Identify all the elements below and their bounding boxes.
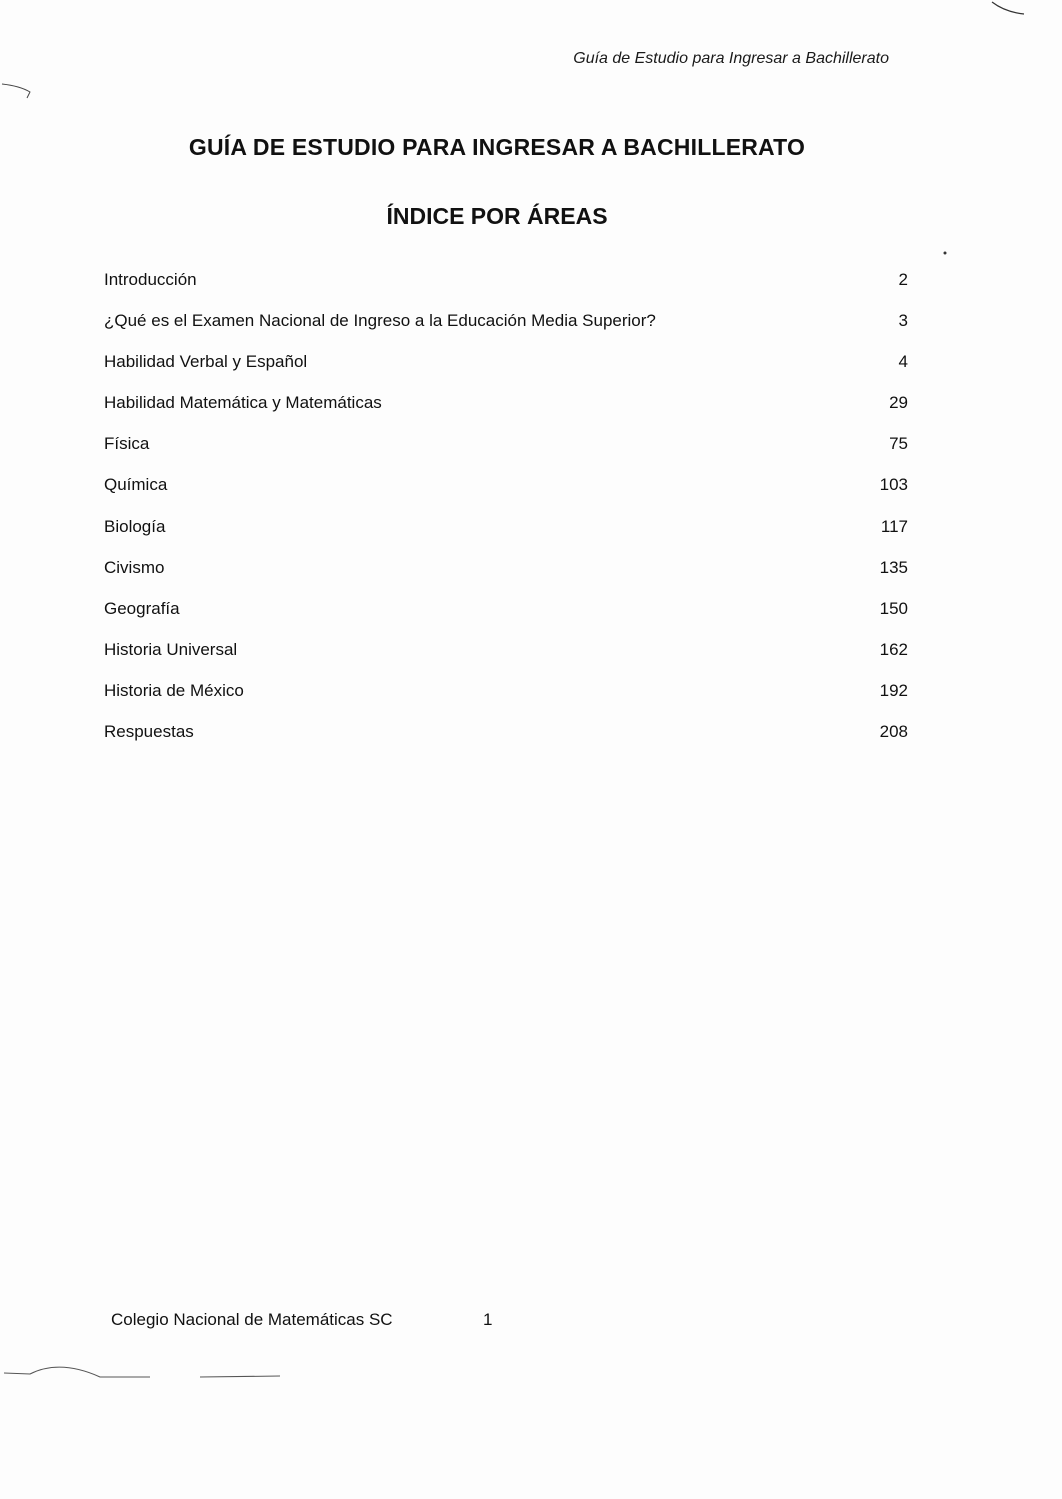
toc-entry (104, 640, 908, 681)
footer-page-number: 1 (483, 1310, 493, 1329)
toc-entry (104, 517, 908, 558)
toc-entry-page: 2 (898, 270, 908, 289)
toc-entry-label: Geografía (104, 598, 180, 618)
toc-entry (104, 270, 908, 311)
toc-entry-label: Habilidad Matemática y Matemáticas (104, 393, 382, 413)
toc-entry-page: 135 (879, 557, 908, 577)
table-of-contents (104, 270, 908, 763)
toc-entry-label: Química (104, 475, 168, 495)
toc-entry-page: 117 (880, 516, 908, 536)
toc-entry-label: Biología (104, 516, 166, 536)
scan-artifact-right-dot (940, 248, 950, 258)
toc-entry-page: 192 (879, 680, 908, 700)
toc-entry (104, 558, 908, 599)
toc-entry (104, 311, 908, 352)
toc-entry-label: Introducción (104, 270, 197, 289)
document-title: GUÍA DE ESTUDIO PARA INGRESAR A BACHILLERATO (188, 134, 806, 160)
index-heading: ÍNDICE POR ÁREAS (386, 203, 608, 229)
toc-entry (104, 393, 908, 434)
toc-entry-label: Historia Universal (104, 639, 238, 659)
toc-entry-page: 3 (898, 311, 908, 331)
toc-entry-label: ¿Qué es el Examen Nacional de Ingreso a la Educación Media Superior? (104, 311, 656, 331)
toc-entry-page: 208 (879, 722, 908, 742)
toc-entry-label: Historia de México (104, 680, 244, 700)
toc-entry-page: 4 (898, 352, 908, 372)
toc-entry (104, 434, 908, 475)
scan-artifact-left-edge (0, 80, 40, 110)
toc-entry-page: 150 (879, 598, 908, 618)
toc-entry-page: 75 (889, 434, 908, 454)
toc-entry-label: Habilidad Verbal y Español (104, 352, 308, 372)
toc-entry-label: Civismo (104, 557, 165, 577)
toc-entry-label: Física (104, 434, 150, 454)
toc-entry-label: Respuestas (104, 722, 194, 742)
toc-entry (104, 475, 908, 516)
running-header: Guía de Estudio para Ingresar a Bachillerato (573, 50, 889, 67)
toc-entry (104, 722, 908, 763)
toc-entry (104, 352, 908, 393)
toc-entry (104, 599, 908, 640)
footer-organization: Colegio Nacional de Matemáticas SC (111, 1310, 393, 1329)
toc-entry-page: 162 (879, 639, 908, 659)
toc-entry-page: 103 (879, 475, 908, 495)
scan-artifact-bottom-left (0, 1355, 300, 1385)
toc-entry (104, 681, 908, 722)
scan-artifact-top-right (990, 0, 1030, 20)
toc-entry-page: 29 (889, 393, 908, 413)
